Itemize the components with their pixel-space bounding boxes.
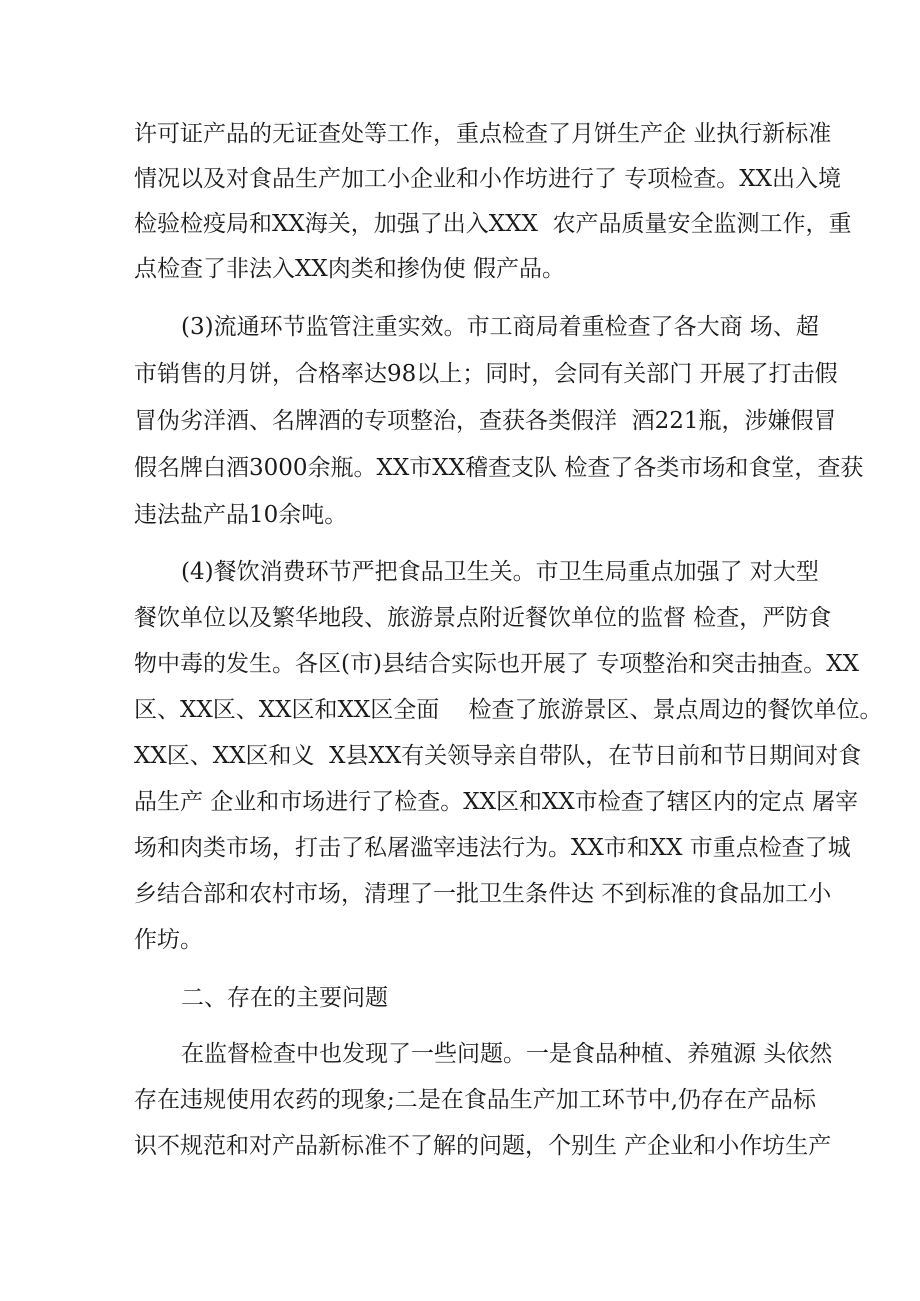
text-line: 作坊。 [134, 927, 203, 953]
paragraph-3-start: (3)流通环节监管注重实效。市工商局着重检查了各大商 场、超 [181, 314, 819, 340]
text-line: 情况以及对食品生产加工小企业和小作坊进行了 专项检查。XX出入境 [134, 166, 842, 192]
text-line: 违法盐产品10余吨。 [134, 502, 348, 528]
text-line: 乡结合部和农村市场，清理了一批卫生条件达 不到标准的食品加工小 [134, 881, 832, 907]
text-line: 区、XX区、XX区和XX区全面 检查了旅游景区、景点周边的餐饮单位。 [134, 697, 883, 723]
text-line: 物中毒的发生。各区(市)县结合实际也开展了 专项整治和突击抽查。XX [134, 651, 860, 677]
paragraph-problems-start: 在监督检查中也发现了一些问题。一是食品种植、养殖源 头依然 [181, 1041, 833, 1067]
text-line: 许可证产品的无证查处等工作，重点检查了月饼生产企 业执行新标准 [134, 121, 832, 147]
paragraph-4-start: (4)餐饮消费环节严把食品卫生关。市卫生局重点加强了 对大型 [181, 559, 819, 585]
text-line: 点检查了非法入XX肉类和掺伪使 假产品。 [134, 256, 566, 282]
text-line: XX区、XX区和义 X县XX有关领导亲自带队，在节日前和节日期间对食 [134, 743, 862, 769]
text-line: 市销售的月饼，合格率达98以上；同时，会同有关部门 开展了打击假 [134, 361, 838, 387]
text-line: 检验检疫局和XX海关，加强了出入XXX 农产品质量安全监测工作，重 [134, 211, 852, 237]
text-line: 存在违规使用农药的现象;二是在食品生产加工环节中,仍存在产品标 [134, 1087, 817, 1113]
text-line: 场和肉类市场，打击了私屠滥宰违法行为。XX市和XX 市重点检查了城 [134, 835, 851, 861]
text-line: 识不规范和对产品新标准不了解的问题，个别生 产企业和小作坊生产 [134, 1133, 832, 1159]
text-line: 餐饮单位以及繁华地段、旅游景点附近餐饮单位的监督 检查，严防食 [134, 605, 832, 631]
text-line: 品生产 企业和市场进行了检查。XX区和XX市检查了辖区内的定点 屠宰 [134, 789, 859, 815]
section-heading: 二、存在的主要问题 [181, 985, 388, 1011]
text-line: 冒伪劣洋酒、名牌酒的专项整治，查获各类假洋 酒221瓶，涉嫌假冒 [134, 408, 837, 434]
text-line: 假名牌白酒3000余瓶。XX市XX稽查支队 检查了各类市场和食堂，查获 [134, 455, 864, 481]
